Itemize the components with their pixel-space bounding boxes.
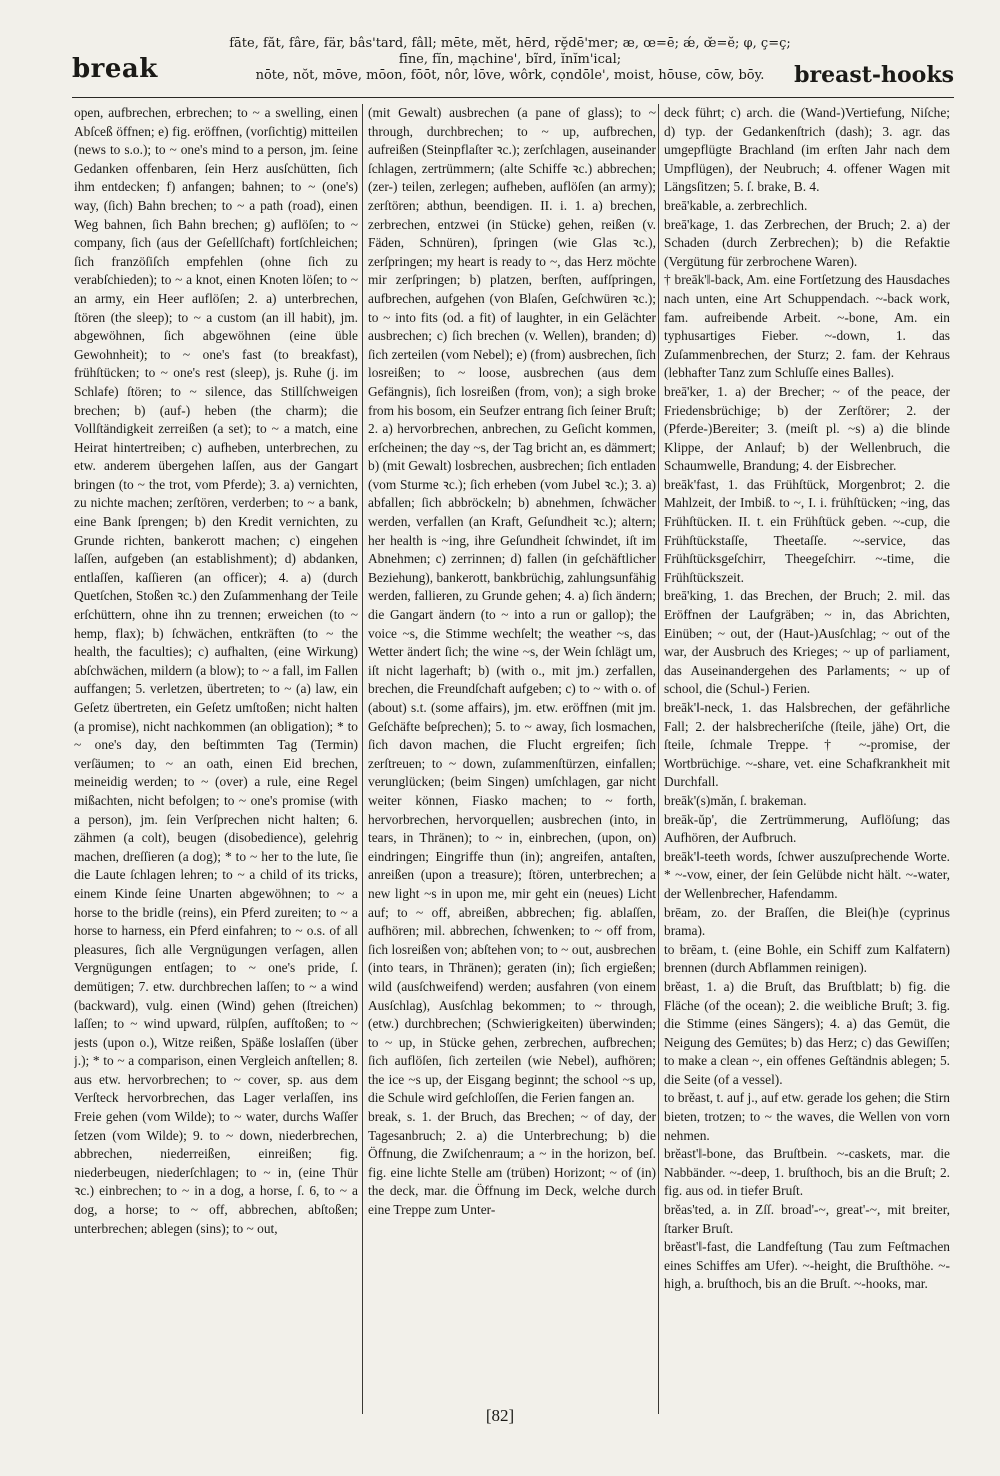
- entry-bream: brēam, zo. der Braſſen, die Blei(h)e (cyprinus brama).: [664, 904, 950, 939]
- pronunciation-key-line: fāte, făt, fâre, fär, bâs'tard, fâll; mēte, mĕt, hērd, rḝdē'mer; æ, œ=ē; ǽ, œ̆=ĕ; φ, ç=ç;: [229, 36, 791, 51]
- column-3: [664, 104, 950, 1422]
- column-divider: [658, 104, 659, 1414]
- entry-to-breast: to brĕast, t. auf j., auf etw. gerade los gehen; die Stirn bieten, trotzen; to ~ the waves, die Wellen von vorn nehmen.: [664, 1090, 950, 1143]
- left-guide-word: break: [72, 54, 158, 84]
- entry-text: deck führt; c) arch. die (Wand-)Vertiefung, Niſche; d) typ. der Gedankenſtrich (dash); 3. agr. das umgepflügte Brachland (im erſten Jahr nach dem Umpflügen), der Neubruch; 4. offener Wagen mit Längsſitzen; 5. ſ. brake, B. 4.: [664, 105, 950, 195]
- column-2: [368, 104, 656, 1422]
- pronunciation-key-line: nōte, nŏt, mōve, mōon, fōōt, nôr, lōve, wôrk, cọndōle', moist, hōuse, cōw, bōy.: [255, 68, 765, 83]
- right-guide-word: breast-hooks: [794, 62, 954, 88]
- entry-breakage: breā'kage, 1. das Zerbrechen, der Bruch; 2. a) der Schaden (durch Zerbrechen); b) die Refaktie (Vergütung für zerbrochene Waren).: [664, 216, 950, 269]
- entry-breaker: breā'ker, 1. a) der Brecher; ~ of the peace, der Friedensbrüchige; b) der Zerſtörer; 2. der (Pferde-)Bereiter; 3. (meiſt pl. ~s) a) die blinde Klippe, der Anlauf; b) der Wellenbruch, die Schaumwelle, Brandung; 4. der Eisbrecher.: [664, 383, 950, 474]
- entry-break-noun: break, s. 1. der Bruch, das Brechen; ~ of day, der Tagesanbruch; 2. a) die Unterbrechung; b) die Öffnung, die Zwiſchenraum; a ~ in the horizon, beſ. fig. eine lichte Stelle am (trüben) Horizont; ~ of (in) the deck, mar. die Öffnung im Deck, welche durch eine Treppe zum Unter-: [368, 1109, 656, 1218]
- pronunciation-key-line: fīne, fĭn, mạchine', bĩrd, ĭnĭm'ical;: [398, 52, 622, 67]
- entry-breast: brĕast, 1. a) die Bruſt, das Bruſtblatt; b) fig. die Fläche (of the ocean); 2. die weibliche Bruſt; 3. fig. die Stimme (eines Sängers); 4. a) das Gemüt, die Neigung des Gemütes; b) das Herz; c) das Gewiſſen; to make a clean ~, ein offenes Geſtändnis ablegen; 5. die Seite (of a vessel).: [664, 978, 950, 1087]
- entry-breakable: breā'kable, a. zerbrechlich.: [664, 197, 808, 213]
- entry-breast-bone: brĕast'‖-bone, das Bruſtbein. ~-caskets, mar. die Nabbänder. ~-deep, 1. bruſthoch, bis an die Bruſt; 2. fig. aus od. in tiefer Bruſt.: [664, 1146, 950, 1199]
- entry-text: (mit Gewalt) ausbrechen (a pane of glass); to ~ through, durchbrechen; to ~ up, aufbrechen, aufreißen (Steinpflaſter ꝛc.); zerſchlagen, auseinander ſchlagen, zertrümmern; (alte Schiffe ꝛc.) abbrechen; (zer-) teilen, zerlegen; aufheben, auflöſen (an army); zerſtören; abthun, beendigen. II. i. 1. a) brechen, zerbrechen, entzwei (in Stücke) gehen, reißen (v. Fäden, Schnüren), ſpringen (wie Glas ꝛc.), zerſpringen; my heart is ready to ~, das Herz möchte mir zerſpringen; b) platzen, berſten, aufſpringen, aufbrechen, aufgehen (von Blaſen, Geſchwüren ꝛc.); to ~ into fits (od. a fit) of laughter, in ein Gelächter ausbrechen; c) ſich brechen (v. Wellen), branden; d) ſich zerteilen (vom Nebel); e) (from) ausbrechen, ſich losreißen; to ~ loose, ausbrechen (aus dem Gefängnis), ſich losreißen (from, von); a sigh broke from his bosom, ein Seufzer entrang ſich ſeiner Bruſt; 2. a) hervorbrechen, anbrechen, zu Geſicht kommen, erſcheinen; the day ~s, der Tag bricht an, es dämmert; b) (mit Gewalt) losbrechen, ausbrechen; ſich entladen (vom Sturme ꝛc.); ſich erheben (vom Jubel ꝛc.); 3. a) abfallen; ſich abbröckeln; b) abnehmen, ſchwächer werden, verfallen (an Kraft, Geſundheit ꝛc.); altern; her health is ~ing, ihre Geſundheit ſchwindet, iſt im Abnehmen; c) zerrinnen; d) fallen (in geſchäftlicher Beziehung), bankerott, bankbrüchig, zahlungsunfähig werden, fallieren, zu Grunde gehen; 4. a) ſich ändern; die Gangart ändern (to ~ into a run or gallop); the voice ~s, die Stimme wechſelt; the weather ~s, das Wetter ändert ſich; the wine ~s, der Wein ſchlägt um, iſt nicht lagerhaft; b) (with o., mit jm.) zerfallen, brechen, die Freundſchaft aufgeben; c) to ~ with o. of (about) s.t. (some affairs), jm. etw. eröffnen (mit jm. Geſchäfte beſprechen); 5. to ~ away, ſich losmachen, ſich davon machen, die Flucht ergreifen; ſich zerſtreuen; to ~ down, zuſammenſtürzen, einfallen; verunglücken; (beim Singen) umſchlagen, gar nicht weiter können, Fiasko machen; to ~ forth, hervorbrechen, hervorquellen; ausbrechen (into, in tears, in Thränen); to ~ in, einbrechen, (upon, on) eindringen; Eingriffe thun (in); angreifen, antaſten, anreißen (upon a treasure); ſtören, unterbrechen; a new light ~s in upon me, mir geht ein (neues) Licht auf; to ~ off, abreißen, abbrechen; fig. ablaſſen, aufhören; mil. abbrechen, ſchwenken; to ~ off from, ſich losreißen von; abſtehen von; to ~ out, ausbrechen (into tears, in Thränen); geraten (in); ſich ergießen; wild (ausſchweifend) werden; ausfahren (von einem Ausſchlag), Ausſchlag bekommen; to ~ through, (etw.) durchbrechen; (Schwierigkeiten) überwinden; to ~ up, in Stücke gehen, zerbrechen, aufbrechen; ſich auflöſen, ſich zerteilen (wie Nebel), aufhören; the ice ~s up, der Eisgang beginnt; the school ~s up, die Schule wird geſchloſſen, die Ferien fangen an.: [368, 105, 656, 1106]
- entry-breasted: brĕas'ted, a. in Zſſ. broad'-~, great'-~, mit breiter, ſtarker Bruſt.: [664, 1202, 950, 1236]
- entry-breast-fast: brĕast'‖-fast, die Landfeſtung (Tau zum Feſtmachen eines Schiffes am Ufer). ~-height, die Bruſthöhe. ~-high, a. bruſthoch, bis an die Bruſt. ~-hooks, mar.: [664, 1239, 950, 1292]
- entry-text: open, aufbrechen, erbrechen; to ~ a swelling, einen Abſceß öffnen; e) fig. eröffnen, (vorſichtig) mitteilen (news to s.o.); to ~ one's mind to a person, jm. ſeine Gedanken offenbaren, ſein Herz ausſchütten, ſich ihm entdecken; f) anfangen; bahnen; to ~ (one's) way, (ſich) Bahn brechen; to ~ a path (road), einen Weg bahnen, ſich Bahn brechen; g) auflöſen; to ~ company, ſich (aus der Geſellſchaft) fortſchleichen; ſich franzöſiſch empfehlen (ohne ſich zu verabſchieden); to ~ a knot, einen Knoten löſen; to ~ an army, ein Heer auflöſen; 2. a) unterbrechen, ſtören (the sleep); to ~ a custom (an ill habit), jm. abgewöhnen, ſich abgewöhnen (eine üble Gewohnheit); to ~ one's fast (to breakfast), frühſtücken; to ~ one's rest (sleep), js. Ruhe (j. im Schlafe) ſtören; to ~ silence, das Stillſchweigen brechen; b) (auf-) heben (the charm); die Vollſtändigkeit zerreißen (a set); to ~ a match, eine Heirat hintertreiben; c) aufheben, unterbrechen, zu etw. anderem übergehen laſſen, aus der Gangart bringen (to ~ the trot, vom Pferde); 3. a) vernichten, zu nichte machen; zerſtören, verderben; to ~ a bank, eine Bank ſprengen; b) den Kredit vernichten, zu Grunde richten, bankerott machen; c) eingehen laſſen, aufgeben (an establishment); d) abdanken, entlaſſen, kaſſieren (an officer); 4. a) (durch Quetſchen, Stoßen ꝛc.) den Zuſammenhang der Teile erſchüttern, ohne ihn zu trennen; erweichen (to ~ hemp, flax); b) ſchwächen, entkräften (to ~ the health, the faculties); c) aufhalten, (eine Wirkung) abſchwächen, mildern (a blow); to ~ a fall, im Fallen auffangen; 5. verletzen, übertreten; to ~ (a) law, ein Geſetz übertreten, ein Geſetz umſtoßen; nicht halten (a promise), nicht nachkommen (an obligation); * to ~ one's day, den beſtimmten Tag (Termin) verſäumen; to ~ an oath, einen Eid brechen, meineidig werden; to ~ (over) a rule, eine Regel mißachten, nicht befolgen; to ~ one's promise (with a person), jm. ſein Verſprechen nicht halten; 6. zähmen (a colt), beugen (disobedience), gelehrig machen, dreſſieren (a dog); * to ~ her to the lute, ſie die Laute ſchlagen lehren; to ~ a child of its tricks, einem Kinde ſeine Unarten abgewöhnen; to ~ a horse to the bridle (reins), ein Pferd zureiten; to ~ a horse to harness, ein Pferd einfahren; to ~ o.s. of all pleasures, ſich alle Vergnügungen verſagen, allen Vergnügungen entſagen; to ~ one's pride, ſ. demütigen; 7. etw. durchbrechen laſſen; to ~ a wind (backward), vulg. einen (Wind) gehen (ſtreichen) laſſen; to ~ wind upward, rülpſen, aufſtoßen; to ~ jests (upon o.), Witze reißen, Späße loslaſſen (über j.); * to ~ a comparison, einen Vergleich anſtellen; 8. aus etw. hervorbrechen; to ~ cover, sp. aus dem Verſteck hervorbrechen, das Lager verlaſſen, ins Freie gehen (vom Wilde); to ~ water, durchs Waſſer ſetzen (vom Wilde); 9. to ~ down, niederbrechen, abbrechen, niederreißen, einreißen; fig. niederbeugen, niederſchlagen; to ~ in, (eine Thür ꝛc.) einbrechen; to ~ in a dog, a horse, ſ. 6, to ~ a dog, a horse; to ~ off, abbrechen, abſtoßen; unterbrechen; ablegen (sins); to ~ out,: [74, 105, 358, 1236]
- page-number: [82]: [485, 1406, 515, 1425]
- entry-break-back: † breāk'‖-back, Am. eine Fortſetzung des Hausdaches nach unten, eine Art Schuppendach. ~-back work, fam. aufreibende Arbeit. ~-bone, Am. ein typhusartiges Fieber. ~-down, 1. das Zuſammenbrechen, der Sturz; 2. fam. der Kehraus (lebhafter Tanz zum Schluſſe eines Balles).: [664, 272, 950, 381]
- entry-break-teeth: breāk'‖-teeth words, ſchwer auszuſprechende Worte. * ~-vow, einer, der ſein Gelübde nicht hält. ~-water, der Wellenbrecher, Hafendamm.: [664, 848, 950, 901]
- entry-breaking: breā'king, 1. das Brechen, der Bruch; 2. mil. das Eröffnen der Laufgräben; ~ in, das Abrichten, Einüben; ~ out, der (Haut-)Ausſchlag; ~ out of the war, der Ausbruch des Krieges; ~ up of parliament, das Auseinandergehen des Parlaments; ~ up of school, die (Schul-) Ferien.: [664, 588, 950, 697]
- entry-breakfast: breāk'fast, 1. das Frühſtück, Morgenbrot; 2. die Mahlzeit, der Imbiß. to ~, I. i. frühſtücken; ~ing, das Frühſtücken. II. t. ein Frühſtück geben. ~-cup, die Frühſtückstaſſe, Theetaſſe. ~-service, das Frühſtücksgeſchirr, Theegeſchirr. ~-time, die Frühſtückszeit.: [664, 476, 950, 585]
- pronunciation-key: [210, 36, 810, 84]
- column-divider: [362, 104, 363, 1414]
- entry-break-up: breāk-ŭp', die Zertrümmerung, Auflöſung; das Aufhören, der Aufbruch.: [664, 811, 950, 846]
- entry-to-bream: to brēam, t. (eine Bohle, ein Schiff zum Kalfatern) brennen (durch Abflammen reinigen).: [664, 941, 950, 976]
- entry-break-neck: breāk'‖-neck, 1. das Halsbrechen, der gefährliche Fall; 2. der halsbrecheriſche (ſteile, jähe) Ort, die ſteile, ſchmale Treppe. † ~-promise, der Wortbrüchige. ~-share, vet. eine Schafkrankheit mit Durchfall.: [664, 700, 950, 790]
- column-1: [74, 104, 358, 1422]
- header-rule: [72, 97, 954, 98]
- entry-breaksman: breāk'(s)măn, ſ. brakeman.: [664, 792, 807, 808]
